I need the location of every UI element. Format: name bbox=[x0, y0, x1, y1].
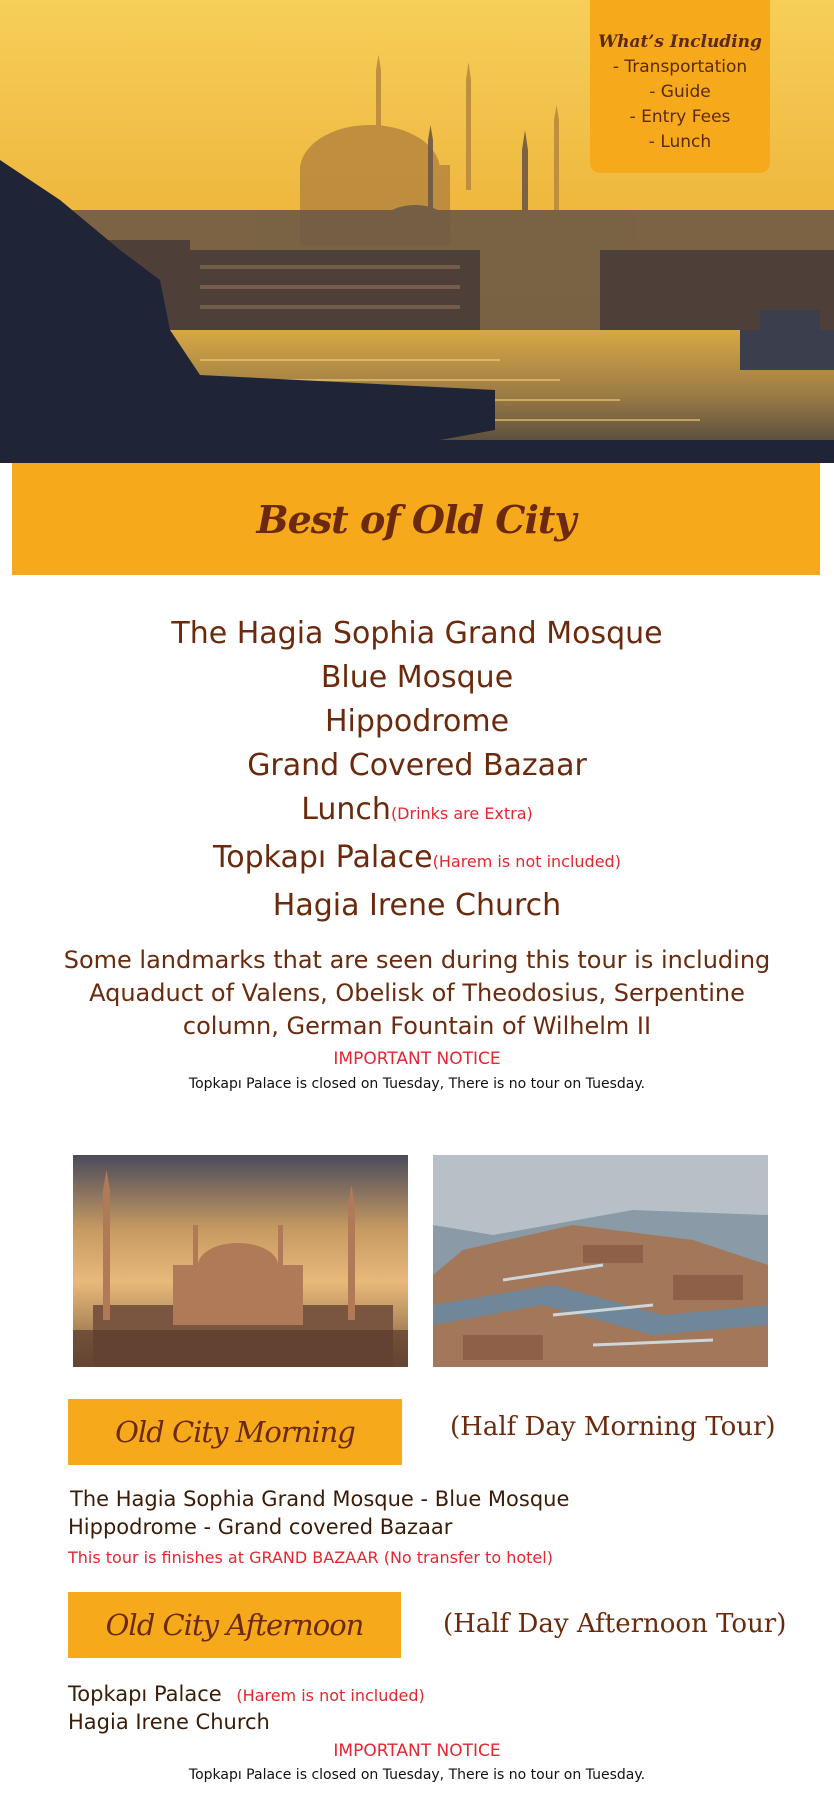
includes-item: - Lunch bbox=[648, 132, 712, 152]
highlight-item: Hagia Irene Church bbox=[272, 888, 562, 923]
hagia-sophia-photo bbox=[73, 1155, 408, 1367]
includes-item: - Transportation bbox=[612, 57, 748, 77]
morning-tour-subtitle: (Half Day Morning Tour) bbox=[450, 1412, 776, 1442]
hero-image bbox=[0, 0, 834, 463]
afternoon-tour-stops-1: Topkapı Palace (Harem is not included) bbox=[68, 1682, 425, 1706]
highlight-item: Hippodrome bbox=[324, 704, 510, 739]
highlight-note: (Drinks are Extra) bbox=[390, 804, 533, 823]
highlight-item: Grand Covered Bazaar bbox=[247, 748, 587, 783]
landmarks-paragraph: Some landmarks that are seen during this tour is including Aquaduct of Valens, Obelisk of Theodosius, Serpentine column, German Fountain of Wilhelm II bbox=[63, 946, 771, 1040]
tour-title: Best of Old City bbox=[256, 496, 576, 542]
morning-tour-stops-1: The Hagia Sophia Grand Mosque - Blue Mosque bbox=[70, 1487, 570, 1511]
morning-tour-stops-2: Hippodrome - Grand covered Bazaar bbox=[68, 1515, 453, 1539]
includes-item: - Guide bbox=[649, 82, 711, 102]
afternoon-tour-note: (Harem is not included) bbox=[236, 1686, 425, 1705]
afternoon-tour-tag bbox=[68, 1592, 401, 1658]
notice-text-bottom: Topkapı Palace is closed on Tuesday, There is no tour on Tuesday. bbox=[188, 1767, 646, 1783]
notice-title: IMPORTANT NOTICE bbox=[333, 1049, 501, 1069]
includes-panel bbox=[590, 0, 770, 173]
notice-text: Topkapı Palace is closed on Tuesday, There is no tour on Tuesday. bbox=[188, 1076, 646, 1092]
highlight-item: Blue Mosque bbox=[320, 660, 514, 695]
istanbul-aerial-photo bbox=[433, 1155, 768, 1367]
notice-title-bottom: IMPORTANT NOTICE bbox=[333, 1741, 501, 1761]
highlights-list bbox=[0, 612, 834, 928]
highlight-item: Lunch(Drinks are Extra) bbox=[301, 792, 533, 827]
afternoon-tour-subtitle: (Half Day Afternoon Tour) bbox=[443, 1609, 787, 1639]
includes-title: What’s Including bbox=[598, 32, 762, 52]
morning-tour-tag bbox=[68, 1399, 402, 1465]
afternoon-tour-stops-2: Hagia Irene Church bbox=[68, 1710, 270, 1734]
highlight-item: Topkapı Palace(Harem is not included) bbox=[213, 840, 621, 875]
morning-tour-title: Old City Morning bbox=[115, 1415, 355, 1449]
highlight-note: (Harem is not included) bbox=[432, 852, 621, 871]
includes-item: - Entry Fees bbox=[629, 107, 731, 127]
tour-title-banner bbox=[12, 463, 820, 575]
morning-tour-note: This tour is finishes at GRAND BAZAAR (No transfer to hotel) bbox=[68, 1548, 553, 1567]
highlight-item: The Hagia Sophia Grand Mosque bbox=[171, 616, 663, 651]
afternoon-tour-title: Old City Afternoon bbox=[105, 1608, 364, 1642]
